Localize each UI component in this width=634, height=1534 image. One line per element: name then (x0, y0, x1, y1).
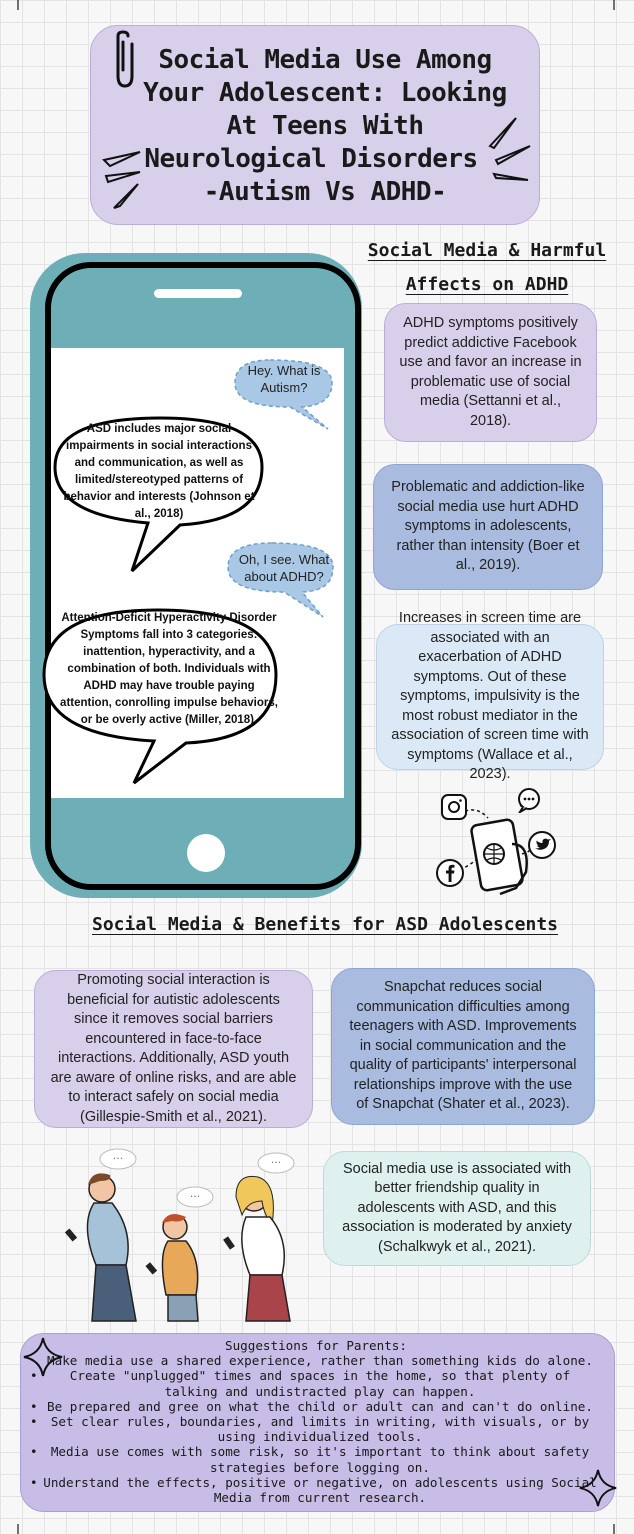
title-burst-left-icon (100, 150, 144, 212)
heading-line: Affects on ADHD (405, 274, 569, 295)
twitter-icon (527, 830, 557, 860)
asd-card-1 (34, 970, 313, 1128)
chat-answer-2: Attention-Deficit Hyperactivity Disorder Symptoms fall into 3 categories: inattention, hyperactivity, and a combination of both. Individuals with ADHD may have trouble paying attention, conrolling impulse behaviors, or be overly active (Miller, 2018). (60, 612, 278, 726)
suggestion-item: • Media use comes with some risk, so it's important to think about safety strategies before logging on. (28, 1444, 604, 1474)
card-text: Increases in screen time are associated with an exacerbation of ADHD symptoms. Out of these symptoms, impulsivity is the most robust mediator in the association of screen time with symptoms (Wallace et al., 2023). (391, 610, 589, 783)
card-text: Problematic and addiction-like social media use hurt ADHD symptoms in adolescents, rather than intensity (Boer et al., 2019). (391, 479, 585, 574)
chat-question-2: Oh, I see. What about ADHD? (238, 552, 330, 584)
phone-speaker (154, 289, 242, 298)
suggestion-item: Make media use a shared experience, rather than something kids do alone. (47, 1353, 593, 1369)
suggestions-title: Suggestions for Parents: (225, 1338, 407, 1353)
instagram-icon (440, 793, 468, 821)
suggestions-list (28, 1338, 604, 1505)
card-text: ADHD symptoms positively predict addictive Facebook use and favor an increase in problematic use of social media (Settanni et al., 2018). (399, 315, 582, 429)
title-burst-right-icon (486, 116, 532, 184)
chat-bubble-icon (515, 787, 543, 813)
card-text: Promoting social interaction is beneficial for autistic adolescents since it removes social barriers encountered in face-to-face interactions. Additionally, ASD youth are aware of online risks, and are able to interact safely on social media (Gillespie-Smith et al., 2021). (50, 972, 297, 1125)
card-text: Snapchat reduces social communication difficulties among teenagers with ASD. Improvements in social communication and the quality of participants' interpersonal relationships improve with the use of Snapchat (Shater et al., 2023). (349, 979, 577, 1113)
adhd-card-2 (373, 464, 603, 590)
suggestion-item: • Be prepared and gree on what the child or adult can and can't do online. (28, 1399, 604, 1414)
asd-section-heading: Social Media & Benefits for ASD Adolescents (92, 914, 558, 935)
title-line: -Autism Vs ADHD- (203, 177, 447, 207)
thought-bubble-2: ... (189, 1187, 201, 1200)
suggestion-item: • Create "unplugged" times and spaces in the home, so that plenty of talking and undistracted play can happen. (28, 1368, 604, 1398)
people-on-phones-illustration (40, 1145, 310, 1325)
adhd-section-heading (352, 234, 622, 302)
thought-bubble-1: ... (112, 1149, 124, 1162)
page-title (120, 44, 530, 209)
adhd-card-1 (384, 303, 597, 442)
suggestion-item: • Understand the effects, positive or negative, on adolescents using Social Media from current research. (28, 1475, 604, 1505)
chat-question-1: Hey. What is Autism? (247, 363, 321, 395)
facebook-icon (435, 858, 465, 888)
title-line: Neurological Disorders (144, 144, 478, 174)
chat-answer-1: ASD includes major social impairments in social interactions and communication, as well as limited/stereotyped patterns of behavior and interests (Johnson et al., 2018) (63, 423, 255, 520)
suggestion-item: • Set clear rules, boundaries, and limits in writing, with visuals, or by using individualized tools. (28, 1414, 604, 1444)
card-text: Social media use is associated with better friendship quality in adolescents with ASD, and this association is moderated by anxiety (Schalkwyk et al., 2021). (342, 1160, 572, 1255)
title-line: Social Media Use Among (158, 45, 492, 75)
adhd-card-3 (376, 610, 604, 783)
heading-line: Social Media & Harmful (367, 240, 607, 261)
title-line: At Teens With (226, 111, 424, 141)
title-line: Your Adolescent: Looking (143, 78, 507, 108)
asd-card-3 (323, 1151, 591, 1266)
thought-bubble-3: ... (270, 1153, 282, 1166)
phone-home-button (187, 834, 225, 872)
asd-card-2 (331, 968, 595, 1125)
